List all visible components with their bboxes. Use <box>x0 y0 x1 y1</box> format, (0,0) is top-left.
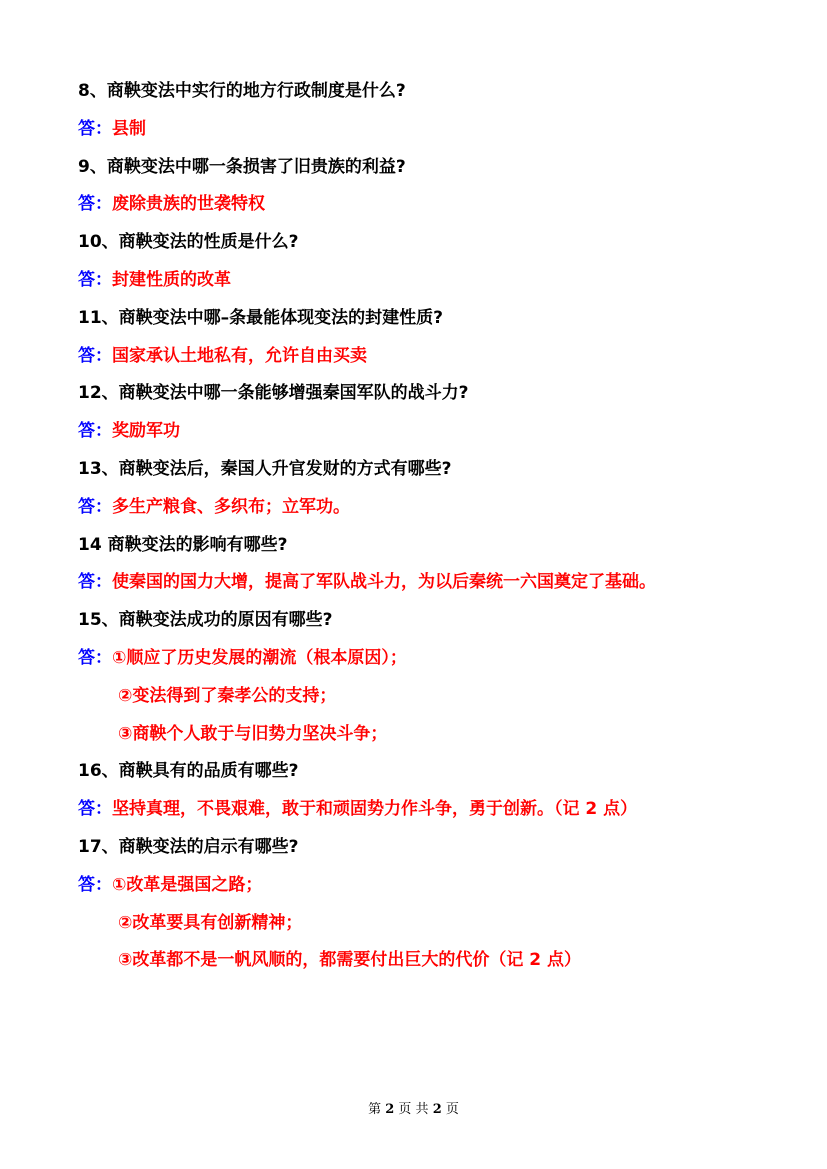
answer-12 <box>78 417 798 455</box>
answer-text: ①改革是强国之路； <box>112 874 263 895</box>
answer-label: 答： <box>78 874 112 895</box>
answer-text: ③改革都不是一帆风顺的，都需要付出巨大的代价（记 2 点） <box>118 950 582 971</box>
answer-10 <box>78 266 798 304</box>
answer-17-point-2 <box>78 909 798 947</box>
answer-text: 县制 <box>112 118 146 139</box>
answer-11 <box>78 342 798 380</box>
answer-label: 答： <box>78 269 112 290</box>
answer-8 <box>78 115 798 153</box>
answer-label: 答： <box>78 118 112 139</box>
current-page-number: 2 <box>385 1102 395 1117</box>
answer-text: 奖励军功 <box>112 421 180 442</box>
page-footer <box>0 1098 827 1117</box>
question-14: 14 商鞅变法的影响有哪些? <box>78 534 288 555</box>
answer-15 <box>78 644 798 682</box>
answer-label: 答： <box>78 572 112 593</box>
answer-text: 坚持真理，不畏艰难，敢于和顽固势力作斗争，勇于创新。（记 2 点） <box>112 799 638 820</box>
footer-suffix: 页 <box>445 1102 459 1117</box>
answer-label: 答： <box>78 496 112 517</box>
answer-text: 国家承认土地私有，允许自由买卖 <box>112 345 367 366</box>
answer-17 <box>78 871 798 909</box>
question-13: 13、商鞅变法后，秦国人升官发财的方式有哪些? <box>78 458 452 479</box>
question-15: 15、商鞅变法成功的原因有哪些? <box>78 610 333 631</box>
answer-label: 答： <box>78 345 112 366</box>
answer-14 <box>78 568 798 606</box>
answer-text: 多生产粮食、多织布；立军功。 <box>112 496 350 517</box>
question-8: 8、商鞅变法中实行的地方行政制度是什么? <box>78 81 406 101</box>
answer-15-point-3 <box>78 720 798 758</box>
question-12: 12、商鞅变法中哪一条能够增强秦国军队的战斗力? <box>78 383 469 404</box>
answer-label: 答： <box>78 799 112 820</box>
answer-label: 答： <box>78 647 112 668</box>
answer-13 <box>78 493 798 531</box>
question-10: 10、商鞅变法的性质是什么? <box>78 232 299 253</box>
total-pages-number: 2 <box>432 1102 442 1117</box>
question-16: 16、商鞅具有的品质有哪些? <box>78 761 299 782</box>
answer-16 <box>78 795 798 833</box>
answer-text: ②变法得到了秦孝公的支持； <box>118 685 337 706</box>
answer-text: 废除贵族的世袭特权 <box>112 194 265 215</box>
answer-text: 封建性质的改革 <box>112 269 231 290</box>
qa-document <box>78 77 798 984</box>
question-11: 11、商鞅变法中哪–条最能体现变法的封建性质? <box>78 307 444 328</box>
footer-middle: 页 共 <box>398 1102 429 1117</box>
answer-text: 使秦国的国力大增，提高了军队战斗力，为以后秦统一六国奠定了基础。 <box>112 572 656 593</box>
answer-label: 答： <box>78 421 112 442</box>
question-9: 9、商鞅变法中哪一条损害了旧贵族的利益? <box>78 156 406 177</box>
answer-text: ②改革要具有创新精神； <box>118 912 303 933</box>
answer-text: ③商鞅个人敢于与旧势力坚决斗争； <box>118 723 388 744</box>
answer-17-point-3 <box>78 946 798 984</box>
answer-label: 答： <box>78 194 112 215</box>
answer-15-point-2 <box>78 682 798 720</box>
question-17: 17、商鞅变法的启示有哪些? <box>78 836 299 857</box>
answer-9 <box>78 190 798 228</box>
answer-text: ①顺应了历史发展的潮流（根本原因）； <box>112 647 407 668</box>
footer-prefix: 第 <box>368 1102 382 1117</box>
